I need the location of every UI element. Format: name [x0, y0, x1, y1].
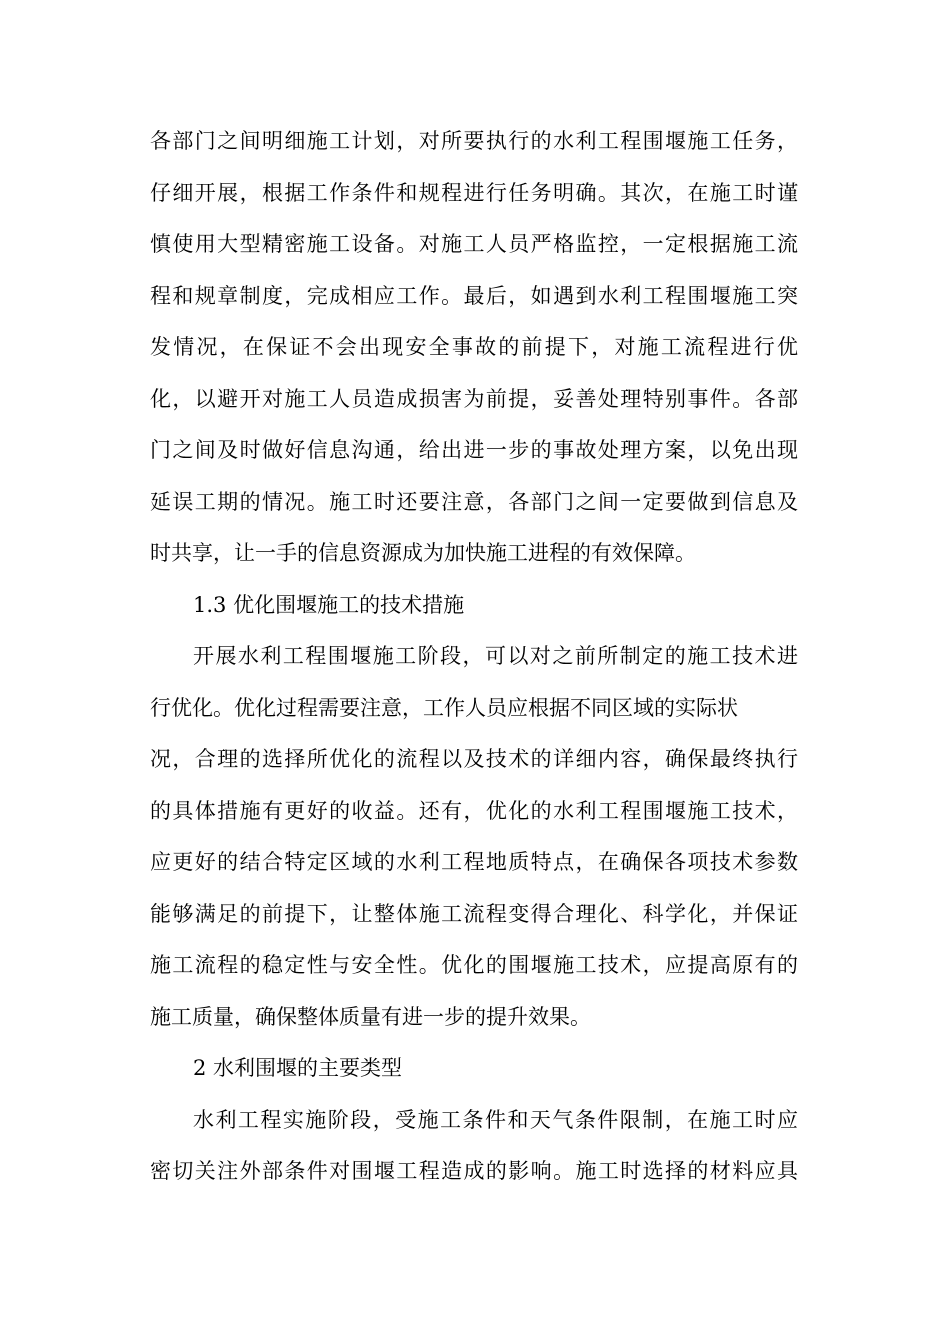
text-line-17: 施工流程的稳定性与安全性。优化的围堰施工技术，应提高原有的 [150, 953, 798, 977]
text-line-2: 仔细开展，根据工作条件和规程进行任务明确。其次，在施工时谨 [150, 180, 798, 205]
text-line-9: 时共享，让一手的信息资源成为加快施工进程的有效保障。 [150, 541, 696, 565]
text-line-5: 发情况，在保证不会出现安全事故的前提下，对施工流程进行优 [150, 335, 798, 359]
text-line-4: 程和规章制度，完成相应工作。最后，如遇到水利工程围堰施工突 [150, 283, 798, 308]
document-page [150, 116, 798, 1198]
text-line-6: 化，以避开对施工人员造成损害为前提，妥善处理特别事件。各部 [150, 386, 798, 411]
text-line-15: 应更好的结合特定区域的水利工程地质特点，在确保各项技术参数 [150, 850, 798, 874]
text-line-18: 施工质量，确保整体质量有进一步的提升效果。 [150, 1004, 591, 1029]
text-line-14: 的具体措施有更好的收益。还有，优化的水利工程围堰施工技术， [150, 798, 798, 823]
text-line-8: 延误工期的情况。施工时还要注意，各部门之间一定要做到信息及 [150, 489, 798, 514]
text-line-11: 开展水利工程围堰施工阶段，可以对之前所制定的施工技术进 [193, 644, 798, 668]
text-line-1: 各部门之间明细施工计划，对所要执行的水利工程围堰施工任务， [150, 129, 798, 153]
section-heading-2: 2 水利围堰的主要类型 [193, 1056, 403, 1080]
text-line-3: 慎使用大型精密施工设备。对施工人员严格监控，一定根据施工流 [150, 232, 798, 256]
text-line-20: 水利工程实施阶段，受施工条件和天气条件限制，在施工时应 [193, 1107, 798, 1132]
section-heading-1-3: 1.3 优化围堰施工的技术措施 [193, 592, 465, 617]
text-line-7: 门之间及时做好信息沟通，给出进一步的事故处理方案，以免出现 [150, 438, 798, 462]
text-line-16: 能够满足的前提下，让整体施工流程变得合理化、科学化，并保证 [150, 901, 798, 926]
text-line-13: 况，合理的选择所优化的流程以及技术的详细内容，确保最终执行 [150, 747, 798, 771]
text-line-21: 密切关注外部条件对围堰工程造成的影响。施工时选择的材料应具 [150, 1159, 798, 1183]
text-line-12: 行优化。优化过程需要注意，工作人员应根据不同区域的实际状 [150, 695, 738, 720]
